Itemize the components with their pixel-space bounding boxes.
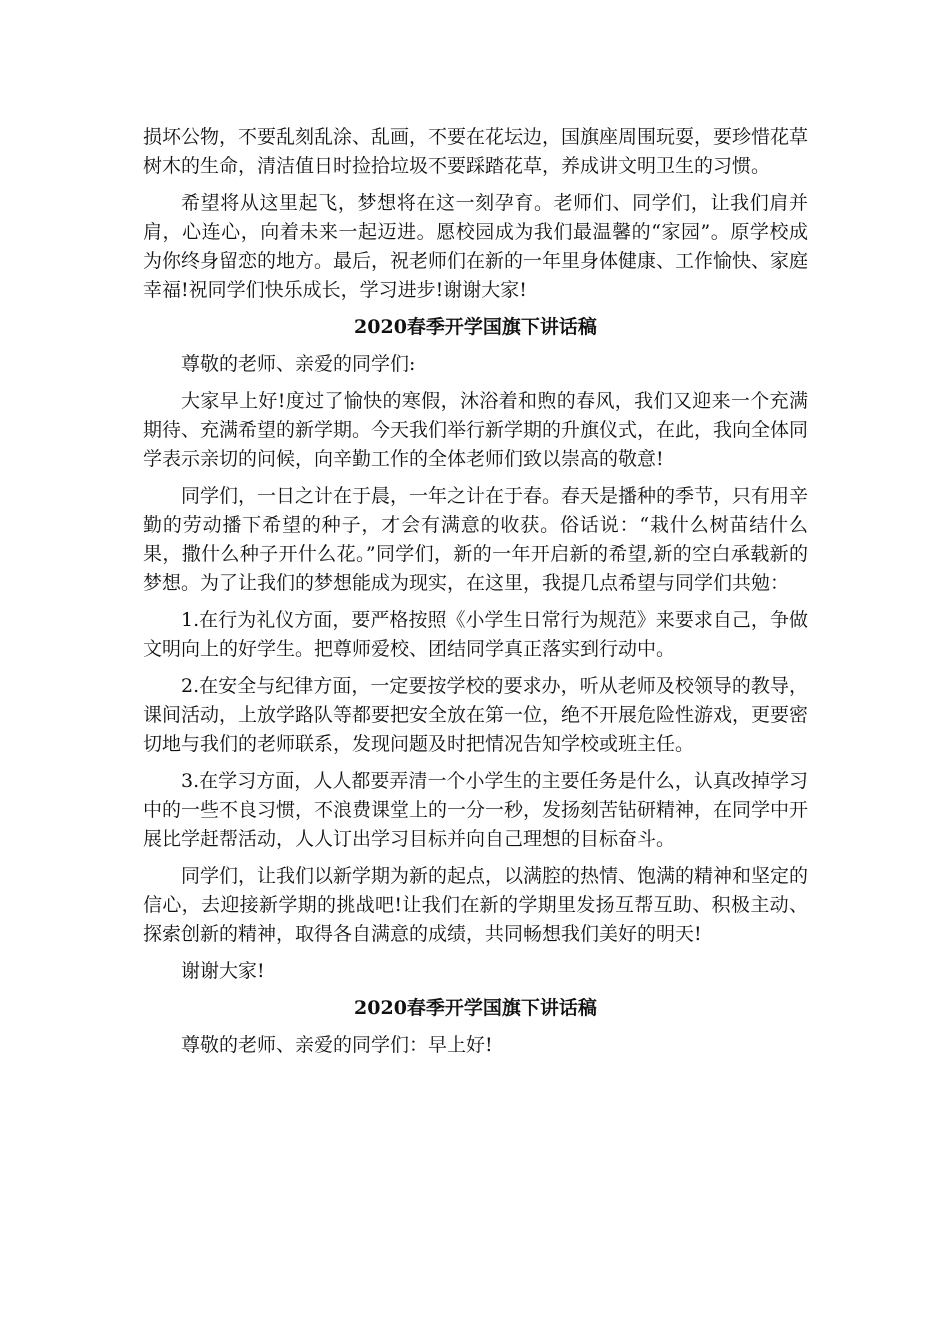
paragraph-continued: 损坏公物，不要乱刻乱涂、乱画，不要在花坛边，国旗座周围玩耍，要珍惜花草树木的生命，清洁值日时捡拾垃圾不要踩踏花草，养成讲文明卫生的习惯。 [143, 126, 809, 177]
paragraph-closing: 希望将从这里起飞，梦想将在这一刻孕育。老师们、同学们，让我们肩并肩，心连心，向着未来一起迈进。愿校园成为我们最温馨的“家园”。原学校成为你终身留恋的地方。最后，祝老师们在新的一年里身体健康、工作愉快、家庭幸福!祝同学们快乐成长，学习进步!谢谢大家! [143, 192, 809, 301]
speech-title-2: 2020春季开学国旗下讲话稿 [354, 997, 597, 1019]
document-body [143, 123, 808, 1068]
speech-point-1: 1.在行为礼仪方面，要严格按照《小学生日常行为规范》来要求自己，争做文明向上的好学生。把尊师爱校、团结同学真正落实到行动中。 [143, 609, 808, 660]
speech-paragraph-1: 大家早上好!度过了愉快的寒假，沐浴着和煦的春风，我们又迎来一个充满期待、充满希望的新学期。今天我们举行新学期的升旗仪式，在此，我向全体同学表示亲切的问候，向辛勤工作的全体老师们致以崇高的敬意! [143, 390, 809, 470]
speech-title: 2020春季开学国旗下讲话稿 [354, 316, 597, 338]
speech-paragraph-2: 同学们，一日之计在于晨，一年之计在于春。春天是播种的季节，只有用辛勤的劳动播下希望的种子，才会有满意的收获。俗话说：“栽什么树苗结什么果，撒什么种子开什么花。”同学们，新的一年开启新的希望,新的空白承载新的梦想。为了让我们的梦想能成为现实，在这里，我提几点希望与同学们共勉： [143, 485, 809, 594]
speech-point-3: 3.在学习方面，人人都要弄清一个小学生的主要任务是什么，认真改掉学习中的一些不良习惯，不浪费课堂上的一分一秒，发扬刻苦钻研精神，在同学中开展比学赶帮活动，人人订出学习目标并向自己理想的目标奋斗。 [143, 770, 809, 850]
speech-point-2: 2.在安全与纪律方面，一定要按学校的要求办，听从老师及校领导的教导，课间活动，上放学路队等都要把安全放在第一位，绝不开展危险性游戏，更要密切地与我们的老师联系，发现问题及时把情况告知学校或班主任。 [143, 675, 809, 755]
speech-paragraph-3: 同学们，让我们以新学期为新的起点，以满腔的热情、饱满的精神和坚定的信心，去迎接新学期的挑战吧!让我们在新的学期里发扬互帮互助、积极主动、探索创新的精神，取得各自满意的成绩，共同畅想我们美好的明天! [143, 865, 809, 945]
speech-greeting: 尊敬的老师、亲爱的同学们: [181, 353, 416, 375]
speech-thanks: 谢谢大家! [181, 960, 265, 982]
speech-greeting-2: 尊敬的老师、亲爱的同学们：早上好! [181, 1034, 493, 1056]
